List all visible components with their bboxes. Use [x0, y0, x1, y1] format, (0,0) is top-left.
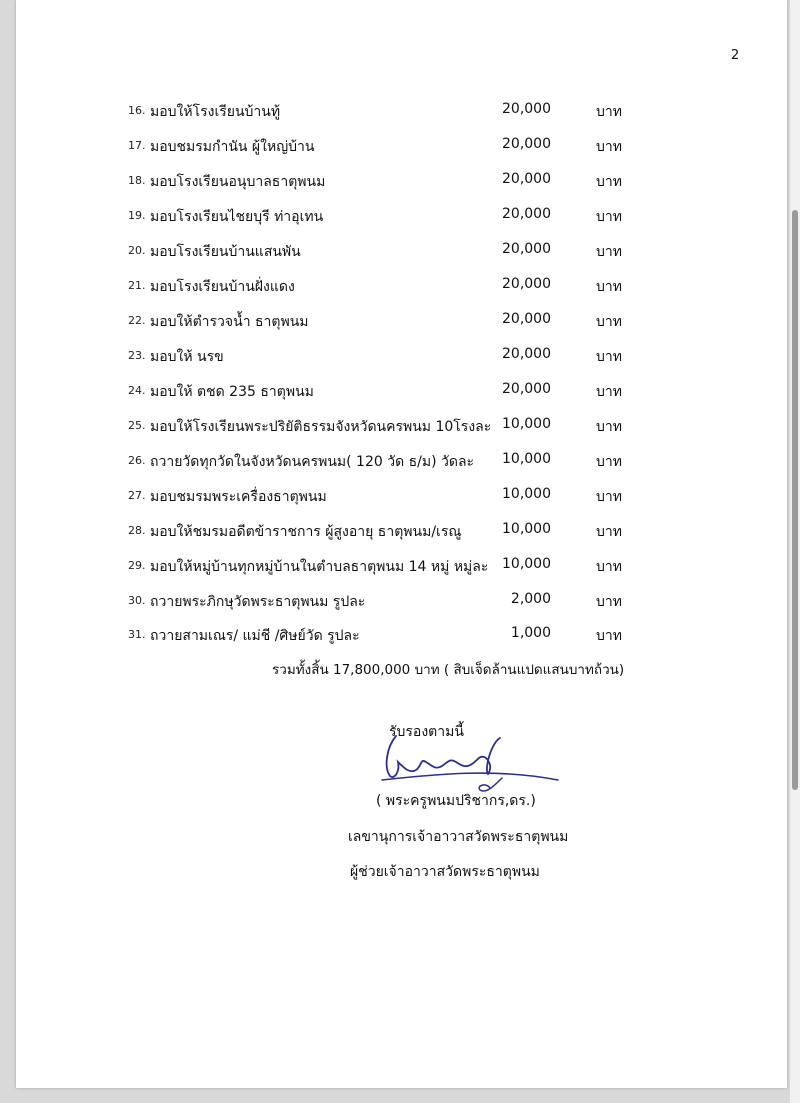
item-unit: บาท — [596, 489, 622, 505]
item-unit: บาท — [596, 174, 622, 190]
item-description: มอบชมรมกำนัน ผู้ใหญ่บ้าน — [150, 139, 315, 155]
item-number: 20. — [128, 244, 146, 257]
item-unit: บาท — [596, 314, 622, 330]
item-number: 25. — [128, 419, 146, 432]
item-amount: 20,000 — [502, 346, 551, 362]
item-amount: 2,000 — [510, 591, 551, 607]
item-description: ถวายพระภิกษุวัดพระธาตุพนม รูปละ — [150, 594, 366, 610]
list-item — [16, 206, 787, 228]
item-unit: บาท — [596, 559, 622, 575]
item-number: 18. — [128, 174, 146, 187]
list-item — [16, 451, 787, 473]
item-amount: 10,000 — [502, 556, 551, 572]
item-description: มอบให้ชมรมอดีตข้าราชการ ผู้สูงอายุ ธาตุพนม/เรณู — [150, 524, 462, 540]
item-amount: 20,000 — [502, 276, 551, 292]
item-amount: 20,000 — [502, 311, 551, 327]
page-number: 2 — [731, 48, 740, 63]
item-unit: บาท — [596, 349, 622, 365]
item-number: 30. — [128, 594, 146, 607]
item-unit: บาท — [596, 594, 622, 610]
list-item — [16, 416, 787, 438]
item-number: 28. — [128, 524, 146, 537]
item-unit: บาท — [596, 628, 622, 644]
item-number: 24. — [128, 384, 146, 397]
item-description: มอบโรงเรียนอนุบาลธาตุพนม — [150, 174, 326, 190]
signature-stroke — [387, 736, 500, 777]
item-amount: 20,000 — [502, 381, 551, 397]
item-amount: 10,000 — [502, 521, 551, 537]
list-item — [16, 101, 787, 123]
list-item — [16, 346, 787, 368]
item-amount: 20,000 — [502, 101, 551, 117]
item-number: 17. — [128, 139, 146, 152]
signer-title: เลขานุการเจ้าอาวาสวัดพระธาตุพนม — [348, 829, 569, 845]
item-unit: บาท — [596, 139, 622, 155]
item-unit: บาท — [596, 244, 622, 260]
item-amount: 10,000 — [502, 416, 551, 432]
list-item — [16, 486, 787, 508]
item-number: 19. — [128, 209, 146, 222]
item-description: มอบให้โรงเรียนพระปริยัติธรรมจังหวัดนครพนม 10โรงละ — [150, 419, 492, 435]
item-description: มอบให้ ตชด 235 ธาตุพนม — [150, 384, 314, 400]
item-number: 31. — [128, 628, 146, 641]
item-description: มอบให้ นรข — [150, 349, 224, 365]
signer-name: ( พระครูพนมปริชากร,ดร.) — [376, 793, 536, 809]
item-number: 26. — [128, 454, 146, 467]
item-number: 21. — [128, 279, 146, 292]
item-description: มอบโรงเรียนบ้านแสนพัน — [150, 244, 301, 260]
item-amount: 20,000 — [502, 241, 551, 257]
item-description: มอบโรงเรียนไชยบุรี ท่าอุเทน — [150, 209, 324, 225]
item-amount: 1,000 — [510, 625, 551, 641]
item-unit: บาท — [596, 419, 622, 435]
item-amount: 20,000 — [502, 136, 551, 152]
item-unit: บาท — [596, 384, 622, 400]
signer-title: ผู้ช่วยเจ้าอาวาสวัดพระธาตุพนม — [350, 864, 540, 880]
list-item — [16, 381, 787, 403]
item-number: 22. — [128, 314, 146, 327]
item-unit: บาท — [596, 104, 622, 120]
list-item — [16, 591, 787, 613]
list-item — [16, 241, 787, 263]
document-page — [16, 0, 787, 1088]
list-item — [16, 171, 787, 193]
item-number: 29. — [128, 559, 146, 572]
item-description: มอบให้ตำรวจน้ำ ธาตุพนม — [150, 314, 309, 330]
item-unit: บาท — [596, 279, 622, 295]
handwritten-signature — [376, 728, 566, 798]
list-item — [16, 625, 787, 647]
grand-total: รวมทั้งสิ้น 17,800,000 บาท ( สิบเจ็ดล้านแปดแสนบาทถ้วน) — [272, 662, 625, 678]
signature-underline — [382, 773, 558, 780]
item-description: ถวายสามเณร/ แม่ชี /ศิษย์วัด รูปละ — [150, 628, 360, 644]
item-description: มอบให้โรงเรียนบ้านทู้ — [150, 104, 281, 120]
item-description: ถวายวัดทุกวัดในจังหวัดนครพนม( 120 วัด ธ/ม) วัดละ — [150, 454, 475, 470]
item-description: มอบโรงเรียนบ้านฝั่งแดง — [150, 279, 295, 295]
list-item — [16, 311, 787, 333]
item-number: 23. — [128, 349, 146, 362]
item-amount: 10,000 — [502, 451, 551, 467]
item-description: มอบให้หมู่บ้านทุกหมู่บ้านในตำบลธาตุพนม 14 หมู่ หมู่ละ — [150, 559, 489, 575]
scrollbar-thumb[interactable] — [792, 210, 798, 790]
list-item — [16, 136, 787, 158]
item-unit: บาท — [596, 524, 622, 540]
list-item — [16, 276, 787, 298]
item-unit: บาท — [596, 454, 622, 470]
item-amount: 20,000 — [502, 171, 551, 187]
item-amount: 10,000 — [502, 486, 551, 502]
item-unit: บาท — [596, 209, 622, 225]
list-item — [16, 556, 787, 578]
item-amount: 20,000 — [502, 206, 551, 222]
item-description: มอบชมรมพระเครื่องธาตุพนม — [150, 489, 327, 505]
item-number: 16. — [128, 104, 146, 117]
list-item — [16, 521, 787, 543]
certify-label: รับรองตามนี้ — [389, 724, 464, 740]
item-number: 27. — [128, 489, 146, 502]
